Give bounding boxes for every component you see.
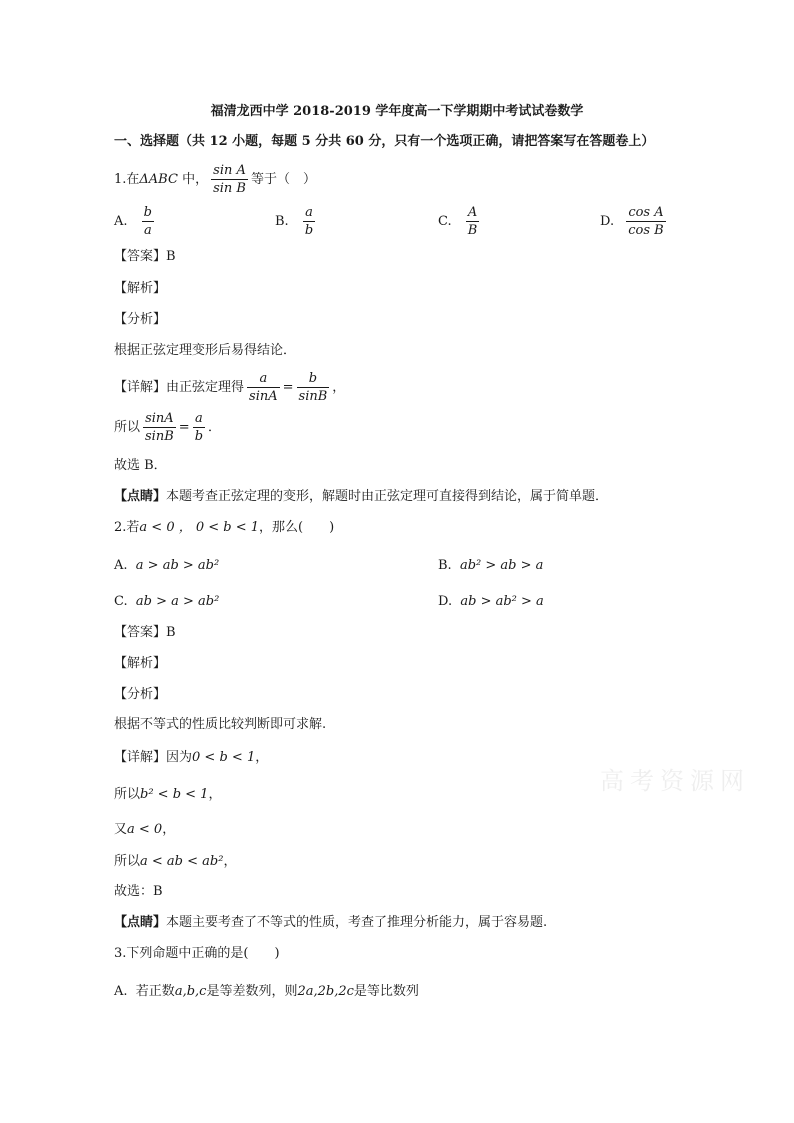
- q1-so-line: 所以 $\frac{\sin A}{\sin B}$ = $\frac{a}{b}$ ．: [114, 411, 222, 444]
- q1-comment: 【点睛】本题考查正弦定理的变形，解题时由正弦定理可直接得到结论，属于简单题．: [114, 489, 609, 504]
- q2-option-d: D. ab > ab² > a: [438, 594, 544, 609]
- q1-stem-fraction: $\frac{\text{sin A}}{\text{sin B}}$: [213, 163, 246, 196]
- q2-jiexi-heading: 【解析】: [114, 656, 167, 671]
- q2-line3: 所以a < ab < ab²，: [114, 854, 237, 869]
- q2-stem: 2.若a < 0 ， 0 < b < 1，那么( ): [114, 520, 335, 535]
- q1-analysis: 根据正弦定理变形后易得结论．: [114, 343, 297, 358]
- q1-option-c: C. $\frac{A}{B}$: [438, 205, 478, 238]
- q2-option-b: B. ab² > ab > a: [438, 558, 544, 573]
- q1-jiexi-heading: 【解析】: [114, 281, 167, 296]
- page-title: 福清龙西中学 2018-2019 学年度高一下学期期中考试试卷数学: [210, 104, 584, 119]
- q2-line1: 所以b² < b < 1，: [114, 787, 222, 802]
- q3-option-a: A. 若正数a,b,c是等差数列，则2a,2b,2c是等比数列: [114, 984, 419, 999]
- q3-stem: 3.下列命题中正确的是( ): [114, 946, 280, 961]
- q1-detail: 【详解】由正弦定理得 $\frac{a}{\sin A}$ = $\frac{b}{\sin B}$ ，: [114, 371, 346, 404]
- q2-detail: 【详解】因为0 < b < 1，: [114, 750, 269, 765]
- q1-stem: 1.在ΔABC 中， $\frac{\text{sin A}}{\text{sin B}}$ 等于（ ）: [114, 163, 316, 196]
- q2-fenxi-heading: 【分析】: [114, 687, 167, 702]
- q2-comment: 【点睛】本题主要考查了不等式的性质，考查了推理分析能力，属于容易题.: [114, 915, 548, 930]
- q2-analysis: 根据不等式的性质比较判断即可求解.: [114, 717, 327, 732]
- q1-option-a: A. $\frac{b}{a}$: [114, 205, 152, 238]
- q1-answer: 【答案】B: [114, 249, 176, 264]
- section-heading: 一、选择题（共 12 小题，每题 5 分共 60 分，只有一个选项正确，请把答案写在答题卷上）: [114, 134, 655, 149]
- q1-option-b: B. $\frac{a}{b}$: [275, 205, 314, 238]
- q2-option-a: A. a > ab > ab²: [114, 558, 220, 573]
- q2-choose: 故选：B: [114, 884, 163, 899]
- q1-option-d: D. $\frac{\text{cos A}}{\text{cos B}}$: [600, 205, 664, 238]
- q2-option-c: C. ab > a > ab²: [114, 594, 220, 609]
- q1-choose: 故选 B．: [114, 458, 167, 473]
- q1-fenxi-heading: 【分析】: [114, 312, 167, 327]
- q2-line2: 又a < 0，: [114, 822, 176, 837]
- watermark-graphic: [600, 765, 760, 795]
- svg-text:高考资源网: 高考资源网: [600, 767, 750, 795]
- q2-answer: 【答案】B: [114, 625, 176, 640]
- watermark: [600, 765, 760, 802]
